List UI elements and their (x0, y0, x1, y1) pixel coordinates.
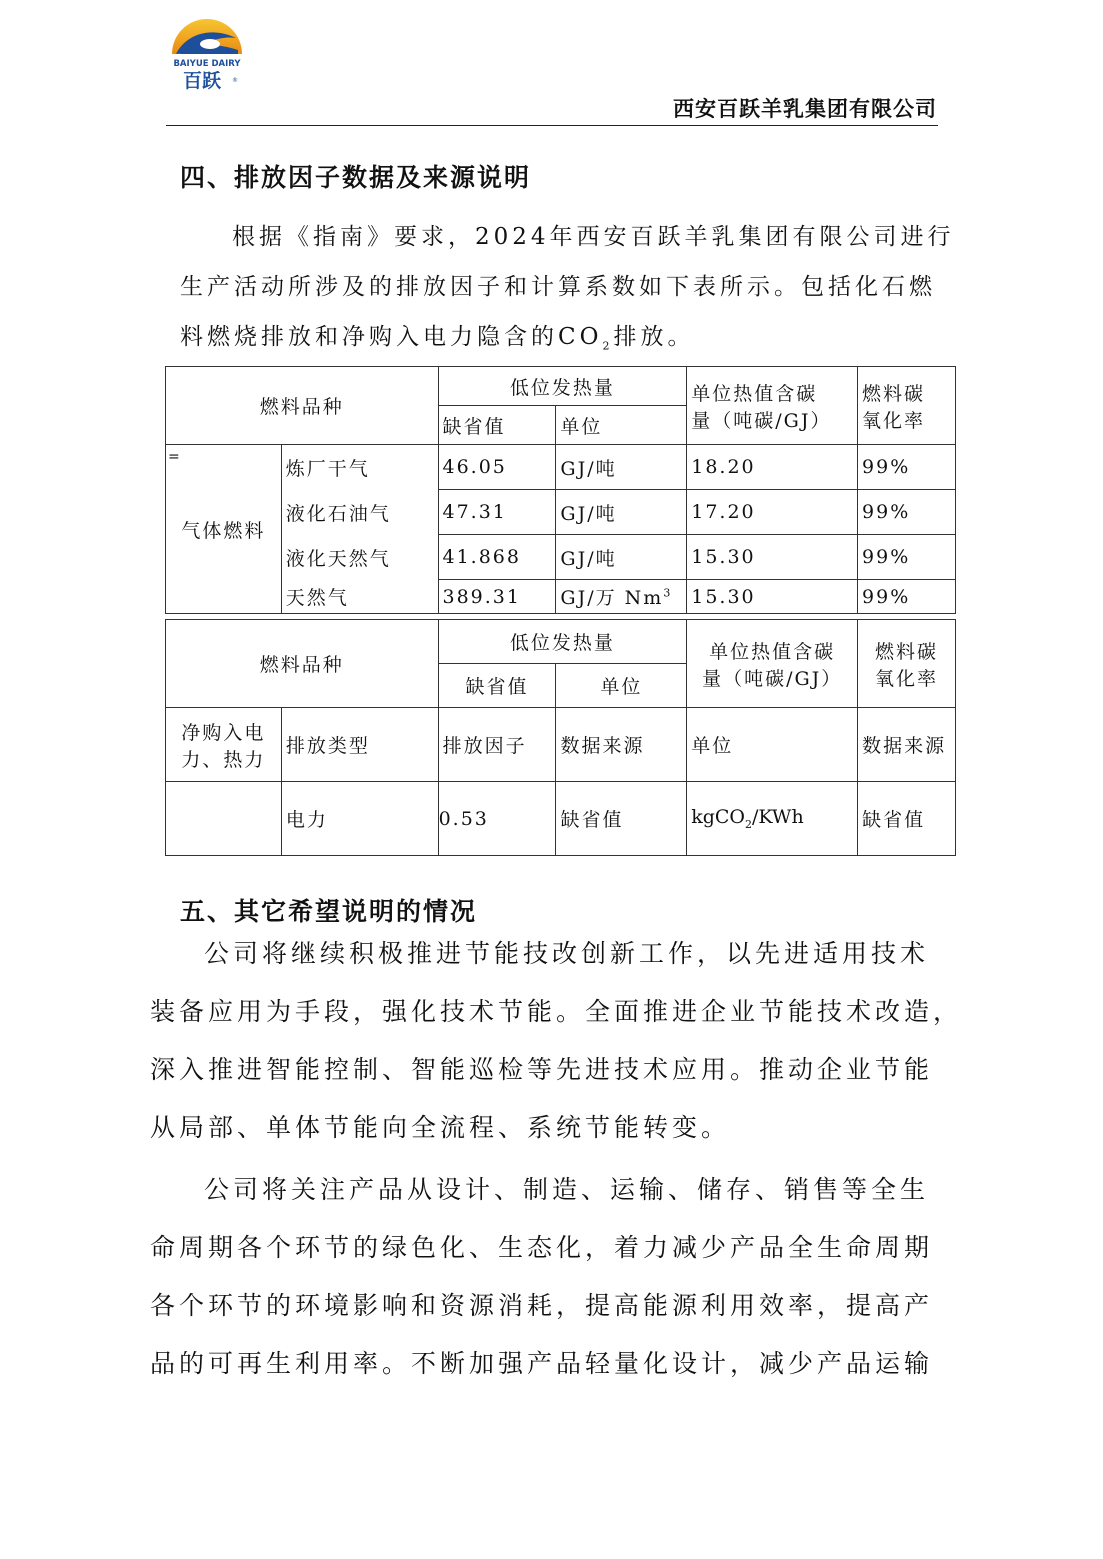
header-oxidation-rate: 燃料碳 氧化率 (858, 367, 956, 445)
emission-factor-table-fuel (165, 366, 956, 614)
header-carbon-content: 单位热值含碳 量（吨碳/GJ） (687, 367, 858, 445)
header-fuel-type: 燃料品种 (166, 620, 439, 708)
header-lhv: 低位发热量 (438, 367, 687, 406)
section5-para2-line3: 各个环节的环境影响和资源消耗，提高能源利用效率，提高产 (150, 1291, 934, 1320)
section5-para1-line4: 从局部、单体节能向全流程、系统节能转变。 (150, 1113, 731, 1142)
company-logo (166, 4, 248, 90)
section5-para1-line1: 公司将继续积极推进节能技改创新工作，以先进适用技术 (204, 939, 930, 968)
lhv-value: 389.31 (438, 580, 556, 614)
header-lhv: 低位发热量 (438, 620, 687, 664)
subheader-data-source-2: 数据来源 (858, 708, 956, 782)
section5-para2-line2: 命周期各个环节的绿色化、生态化，着力减少产品全生命周期 (150, 1233, 934, 1262)
header-unit: 单位 (556, 664, 687, 708)
section5-para2-line1: 公司将关注产品从设计、制造、运输、储存、销售等全生 (204, 1175, 930, 1204)
data-source-value-2: 缺省值 (858, 782, 956, 856)
carbon-content-value: 15.30 (687, 535, 858, 580)
section4-intro-line3: 料燃烧排放和净购入电力隐含的$CO_2$排放。 (180, 324, 695, 353)
carbon-content-value: 15.30 (687, 580, 858, 614)
lhv-unit: GJ/吨 (556, 535, 687, 580)
fuel-name: 天然气 (281, 580, 438, 614)
emission-factor-value: 0.53 (438, 782, 556, 856)
subheader-data-source: 数据来源 (556, 708, 687, 782)
section5-title: 五、其它希望说明的情况 (180, 897, 478, 926)
subheader-emission-type: 排放类型 (281, 708, 438, 782)
oxidation-rate-value: 99% (858, 490, 956, 535)
section4-intro-line1: 根据《指南》要求，2024年西安百跃羊乳集团有限公司进行 (232, 224, 955, 250)
svg-text:®: ® (232, 77, 238, 84)
fuel-name: 液化天然气 (281, 535, 438, 580)
lhv-unit: GJ/吨 (556, 445, 687, 490)
carbon-content-value: 18.20 (687, 445, 858, 490)
subheader-unit: 单位 (687, 708, 858, 782)
header-default-value: 缺省值 (438, 406, 556, 445)
group-gas-fuel: = 气体燃料 (166, 445, 282, 614)
lhv-unit: GJ/吨 (556, 490, 687, 535)
lhv-value: 46.05 (438, 445, 556, 490)
section4-title: 四、排放因子数据及来源说明 (180, 163, 532, 192)
section5-para1-line2: 装备应用为手段，强化技术节能。全面推进企业节能技术改造， (150, 997, 963, 1026)
header-divider (166, 125, 938, 126)
emission-factor-table-electricity (165, 619, 956, 856)
emission-type-value: 电力 (281, 782, 438, 856)
header-default-value: 缺省值 (438, 664, 556, 708)
section4-intro-line2: 生产活动所涉及的排放因子和计算系数如下表所示。包括化石燃 (180, 274, 936, 300)
fuel-name: 炼厂干气 (281, 445, 438, 490)
oxidation-rate-value: 99% (858, 535, 956, 580)
lhv-value: 47.31 (438, 490, 556, 535)
header-fuel-type: 燃料品种 (166, 367, 439, 445)
carbon-content-value: 17.20 (687, 490, 858, 535)
oxidation-rate-value: 99% (858, 445, 956, 490)
header-oxidation-rate: 燃料碳 氧化率 (858, 620, 956, 708)
subheader-emission-factor: 排放因子 (438, 708, 556, 782)
svg-text:百跃: 百跃 (182, 70, 222, 90)
oxidation-rate-value: 99% (858, 580, 956, 614)
header-carbon-content: 单位热值含碳 量（吨碳/GJ） (687, 620, 858, 708)
data-source-value: 缺省值 (556, 782, 687, 856)
empty-cell (166, 782, 282, 856)
section5-para2-line4: 品的可再生利用率。不断加强产品轻量化设计，减少产品运输 (150, 1349, 934, 1378)
group-marker: = (168, 449, 182, 465)
lhv-value: 41.868 (438, 535, 556, 580)
section5-para1-line3: 深入推进智能控制、智能巡检等先进技术应用。推动企业节能 (150, 1055, 934, 1084)
unit-value: kgCO$_2$/KWh (687, 782, 858, 856)
header-company-name: 西安百跃羊乳集团有限公司 (673, 97, 937, 121)
svg-text:BAIYUE DAIRY: BAIYUE DAIRY (173, 59, 241, 69)
lhv-unit: GJ/万 Nm$^3$ (556, 580, 687, 614)
fuel-name: 液化石油气 (281, 490, 438, 535)
header-unit: 单位 (556, 406, 687, 445)
subheader-category: 净购入电 力、热力 (166, 708, 282, 782)
